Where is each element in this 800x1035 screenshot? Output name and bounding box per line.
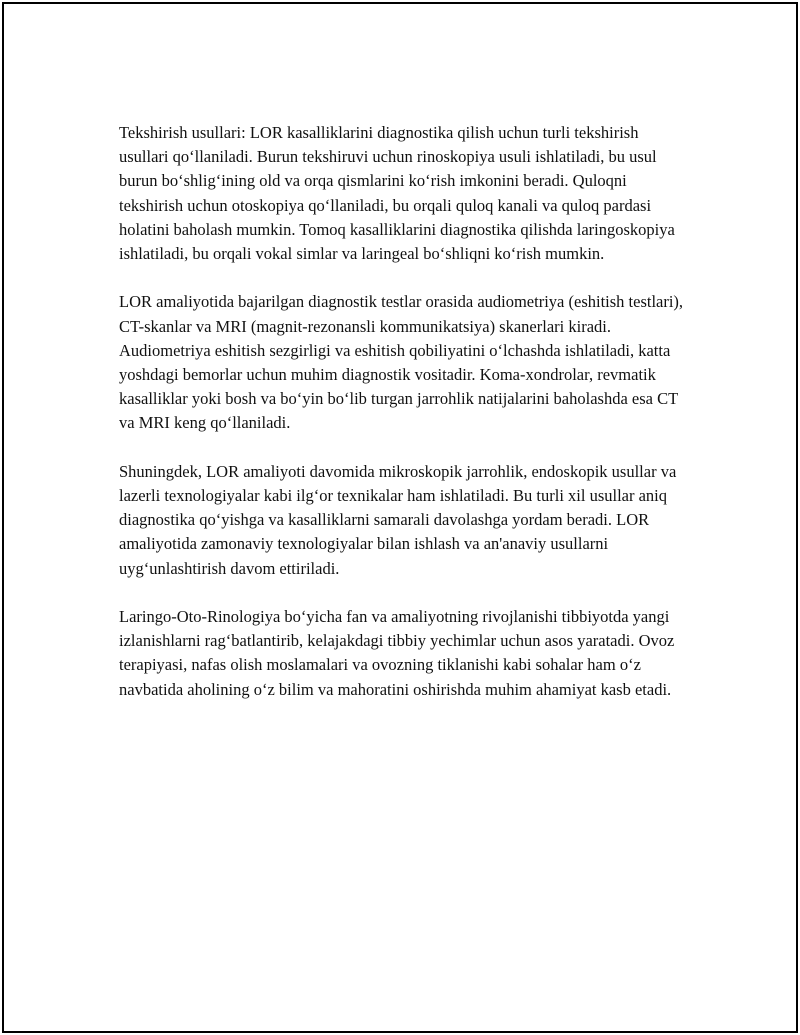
document-page bbox=[2, 2, 798, 1033]
paragraph-development: Laringo-Oto-Rinologiya bo‘yicha fan va amaliyotning rivojlanishi tibbiyotda yangi izlanishlarni rag‘batlantirib, kelajakdagi tibbiy yechimlar uchun asos yaratadi. Ovoz terapiyasi, nafas olish moslamalari va ovozning tiklanishi kabi sohalar ham o‘z navbatida aholining o‘z bilim va mahoratini oshirishda muhim ahamiyat kasb etadi. bbox=[119, 607, 675, 699]
paragraph-diagnostic-tests: LOR amaliyotida bajarilgan diagnostik testlar orasida audiometriya (eshitish testlari), CT-skanlar va MRI (magnit-rezonansli kommunikatsiya) skanerlari kiradi. Audiometriya eshitish sezgirligi va eshitish qobiliyatini o‘lchashda ishlatiladi, katta yoshdagi bemorlar uchun muhim diagnostik vositadir. Koma-xondrolar, revmatik kasalliklar yoki bosh va bo‘yin bo‘lib turgan jarrohlik natijalarini baholashda esa CT va MRI keng qo‘llaniladi. bbox=[119, 292, 684, 433]
document-body bbox=[119, 121, 689, 726]
paragraph-diagnostic-methods: Tekshirish usullari: LOR kasalliklarini diagnostika qilish uchun turli tekshirish usullari qo‘llaniladi. Burun tekshiruvi uchun rinoskopiya usuli ishlatiladi, bu usul burun bo‘shlig‘ining old va orqa qismlarini ko‘rish imkonini beradi. Quloqni tekshirish uchun otoskopiya qo‘llaniladi, bu orqali quloq kanali va quloq pardasi holatini baholash mumkin. Tomoq kasalliklarini diagnostika qilishda laringoskopiya ishlatiladi, bu orqali vokal simlar va laringeal bo‘shliqni ko‘rish mumkin. bbox=[119, 123, 675, 264]
paragraph-advanced-techniques: Shuningdek, LOR amaliyoti davomida mikroskopik jarrohlik, endoskopik usullar va lazerli texnologiyalar kabi ilg‘or texnikalar ham ishlatiladi. Bu turli xil usullar aniq diagnostika qo‘yishga va kasalliklarni samarali davolashga yordam beradi. LOR amaliyotida zamonaviy texnologiyalar bilan ishlash va an'anaviy usullarni uyg‘unlashtirish davom ettiriladi. bbox=[119, 461, 677, 578]
